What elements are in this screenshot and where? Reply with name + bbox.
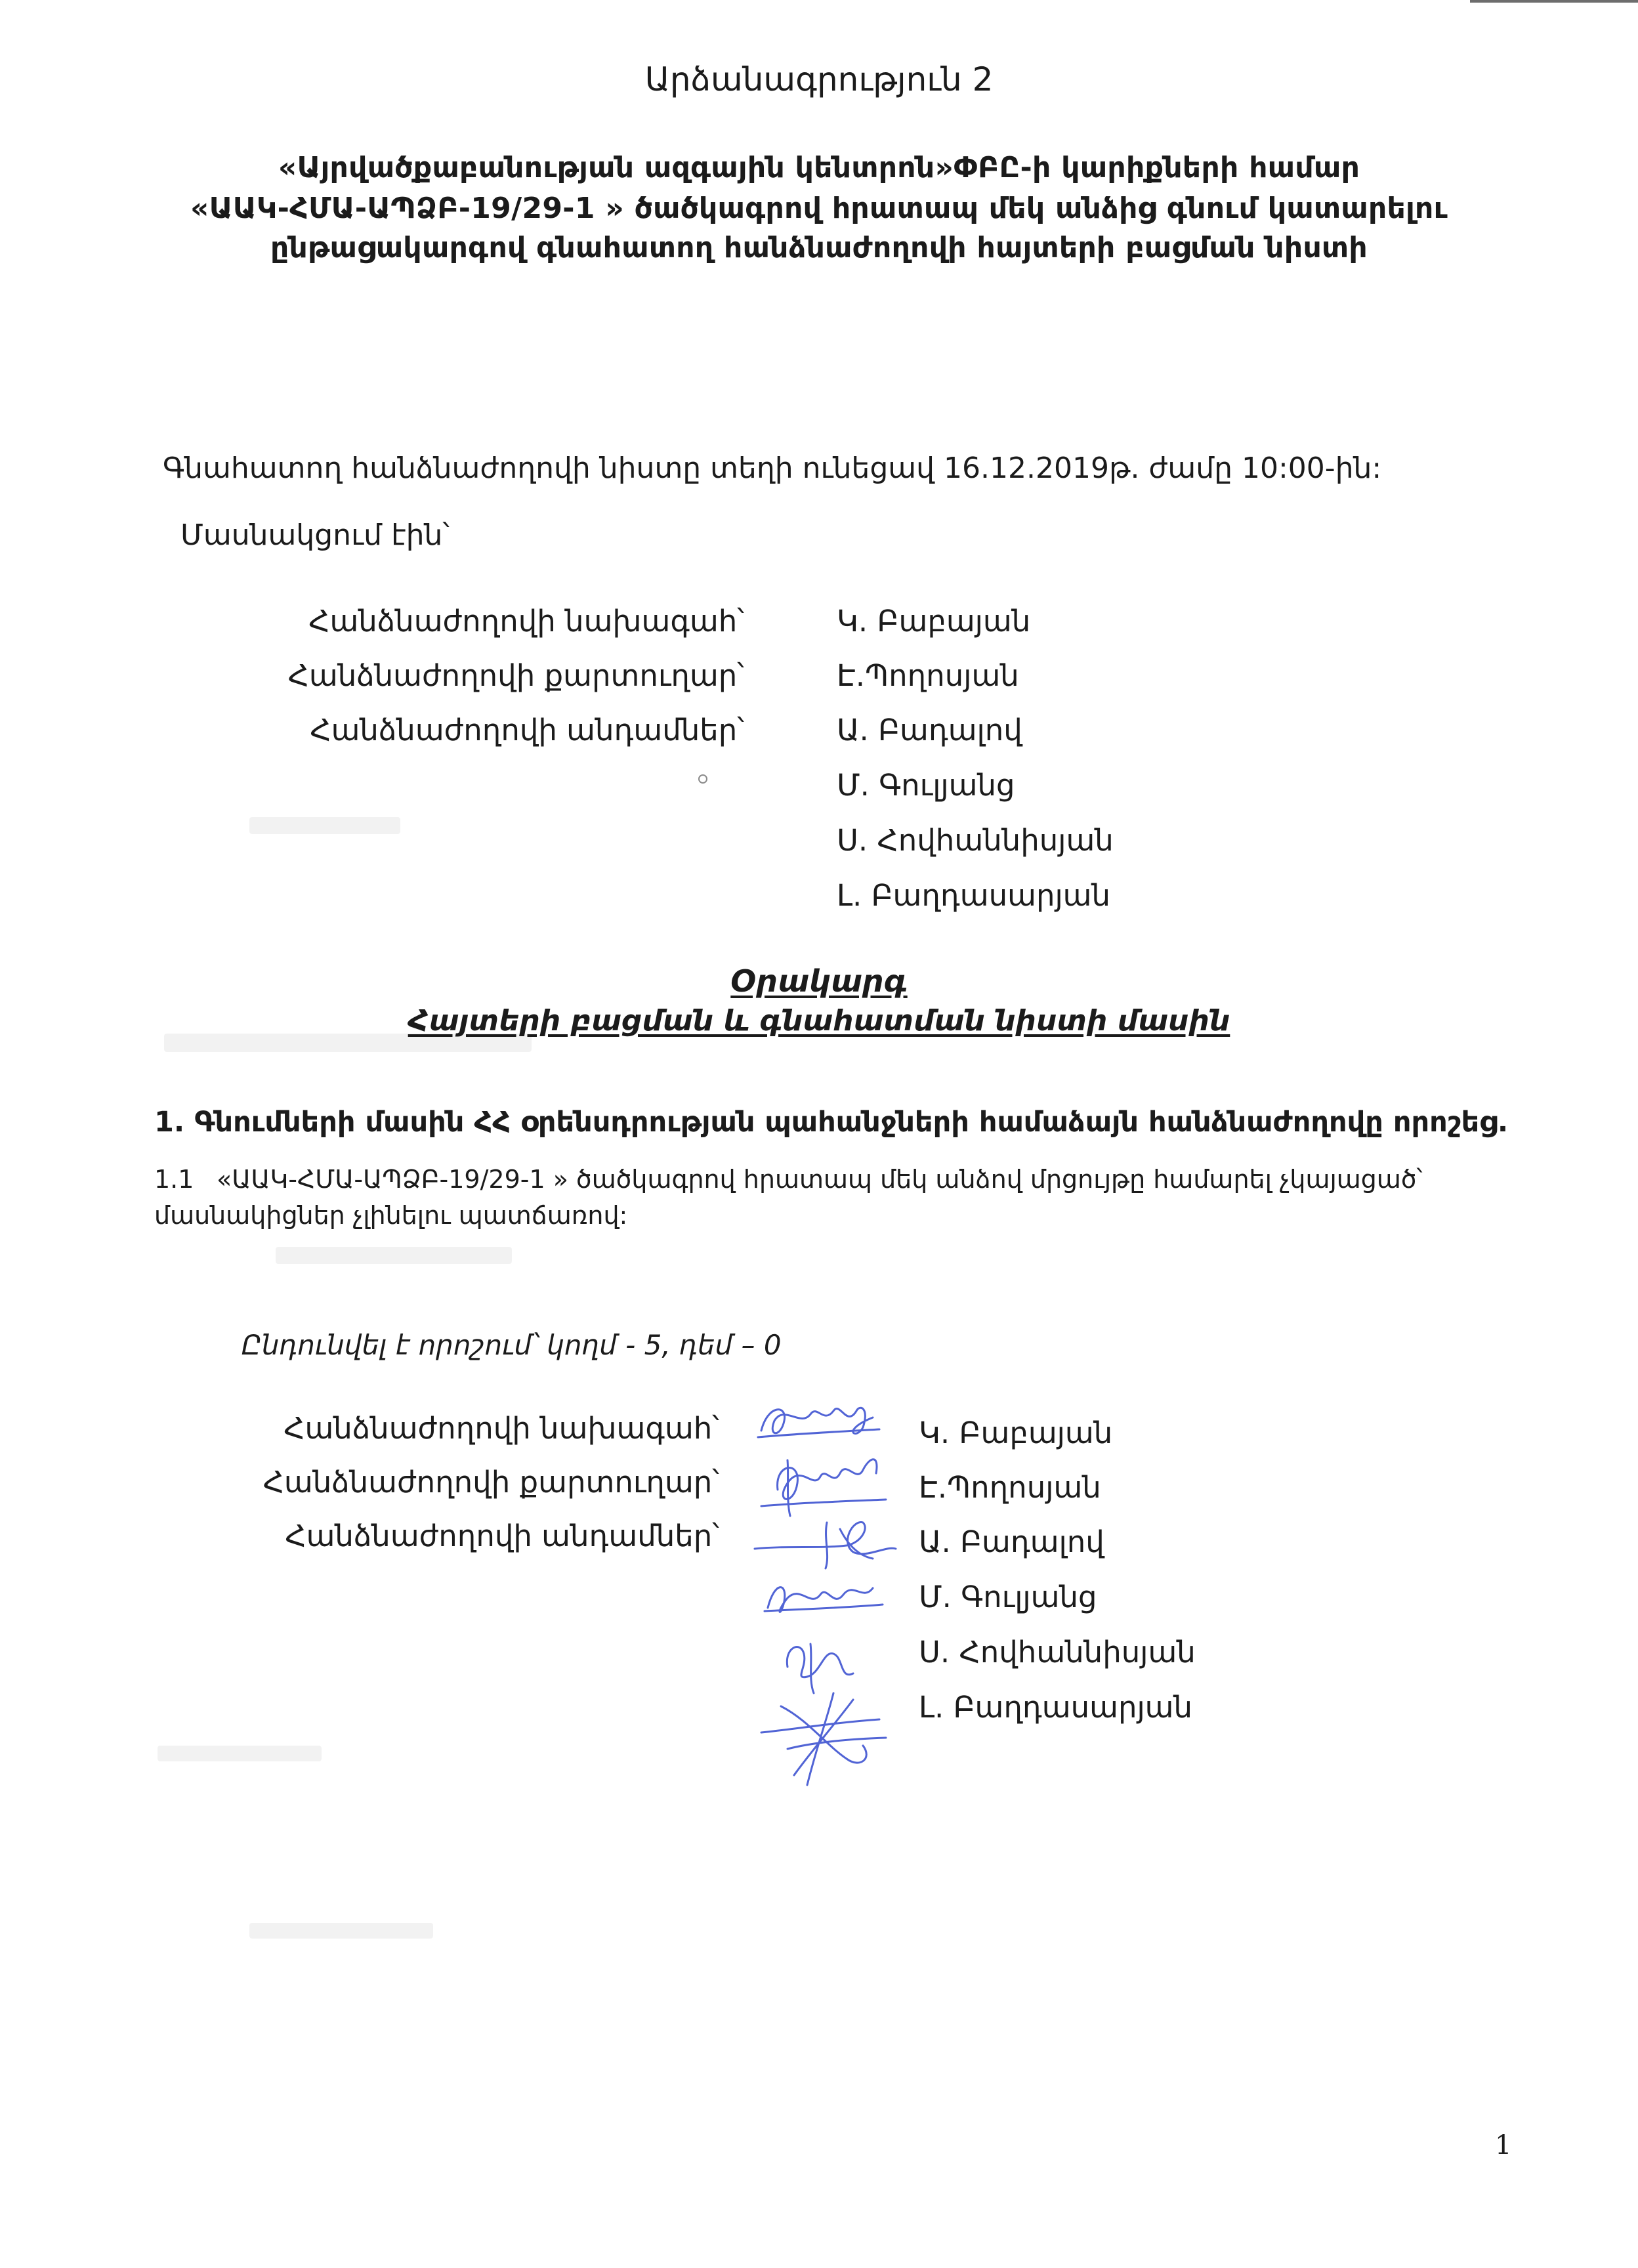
member-role-members: Հանձնաժողովի անդամներ՝ — [310, 713, 744, 747]
vote-result: Ընդունվել է որոշում՝ կողմ - 5, դեմ – 0 — [242, 1329, 782, 1361]
scan-edge-line — [1470, 0, 1638, 3]
bleed-through-mark — [249, 1923, 433, 1939]
signature-name: Ա. Բադալով — [919, 1524, 1104, 1559]
handwritten-signatures — [748, 1391, 925, 1798]
agenda-title: Օրակարգ — [730, 963, 908, 999]
member-name: Լ. Բաղդասարյան — [837, 878, 1111, 913]
signature-name: Է.Պողոսյան — [919, 1470, 1101, 1505]
signature-name: Ս. Հովհաննիսյան — [919, 1635, 1196, 1670]
member-role-chair: Հանձնաժողովի նախագահ՝ — [308, 604, 744, 639]
signature-stroke-2 — [778, 1460, 877, 1500]
decision-item-line-2: մասնակիցներ չլինելու պատճառով: — [154, 1201, 628, 1230]
member-name: Է.Պողոսյան — [837, 658, 1019, 693]
bleed-through-mark — [276, 1247, 512, 1264]
signature-role-chair: Հանձնաժողովի նախագահ՝ — [284, 1411, 719, 1446]
member-name: Ա. Բադալով — [837, 713, 1022, 747]
signature-name: Կ. Բաբայան — [919, 1416, 1113, 1450]
bleed-through-mark — [249, 817, 400, 834]
signature-stroke-5 — [787, 1647, 853, 1677]
scan-speck — [698, 774, 707, 784]
header-line-1: «Այրվածքաբանության ազգային կենտրոն»ՓԲԸ-ի կարիքների համար — [278, 151, 1360, 184]
decision-heading: 1. Գնումների մասին ՀՀ օրենսդրության պահանջների համաձայն հանձնաժողովը որոշեց. — [154, 1106, 1509, 1139]
signature-role-members: Հանձնաժողովի անդամներ՝ — [285, 1519, 719, 1553]
header-line-3: ընթացակարգով գնահատող հանձնաժողովի հայտերի բացման նիստի — [270, 231, 1368, 264]
signature-role-secretary: Հանձնաժողովի քարտուղար՝ — [262, 1465, 719, 1500]
participants-label: Մասնակցում էին՝ — [180, 518, 450, 552]
appendix-title: Արձանագրություն 2 — [644, 60, 994, 98]
header-line-2: «ԱԱԿ-ՀՄԱ-ԱՊՁԲ-19/29-1 » ծածկագրով հրատապ մեկ անձից գնում կատարելու — [190, 192, 1448, 225]
decision-item-number: 1.1 — [154, 1165, 194, 1194]
member-name: Ս. Հովհաննիսյան — [837, 823, 1114, 858]
member-role-secretary: Հանձնաժողովի քարտուղար՝ — [287, 658, 744, 693]
decision-item-line-1: «ԱԱԿ-ՀՄԱ-ԱՊՁԲ-19/29-1 » ծածկագրով հրատապ մեկ անձով մրցույթը համարել չկայացած՝ — [217, 1165, 1423, 1194]
session-info: Գնահատող հանձնաժողովի նիստը տեղի ունեցավ 16.12.2019թ. ժամը 10:00-ին: — [163, 452, 1382, 485]
agenda-subtitle: Հայտերի բացման և գնահատման նիստի մասին — [408, 1004, 1230, 1038]
member-name: Մ. Գուլյանց — [837, 768, 1015, 803]
member-name: Կ. Բաբայան — [837, 604, 1031, 639]
page-number: 1 — [1495, 2130, 1512, 2160]
signature-stroke-6 — [761, 1719, 879, 1732]
bleed-through-mark — [158, 1746, 322, 1761]
signature-name: Մ. Գուլյանց — [919, 1580, 1097, 1614]
signature-name: Լ. Բաղդասարյան — [919, 1690, 1193, 1725]
